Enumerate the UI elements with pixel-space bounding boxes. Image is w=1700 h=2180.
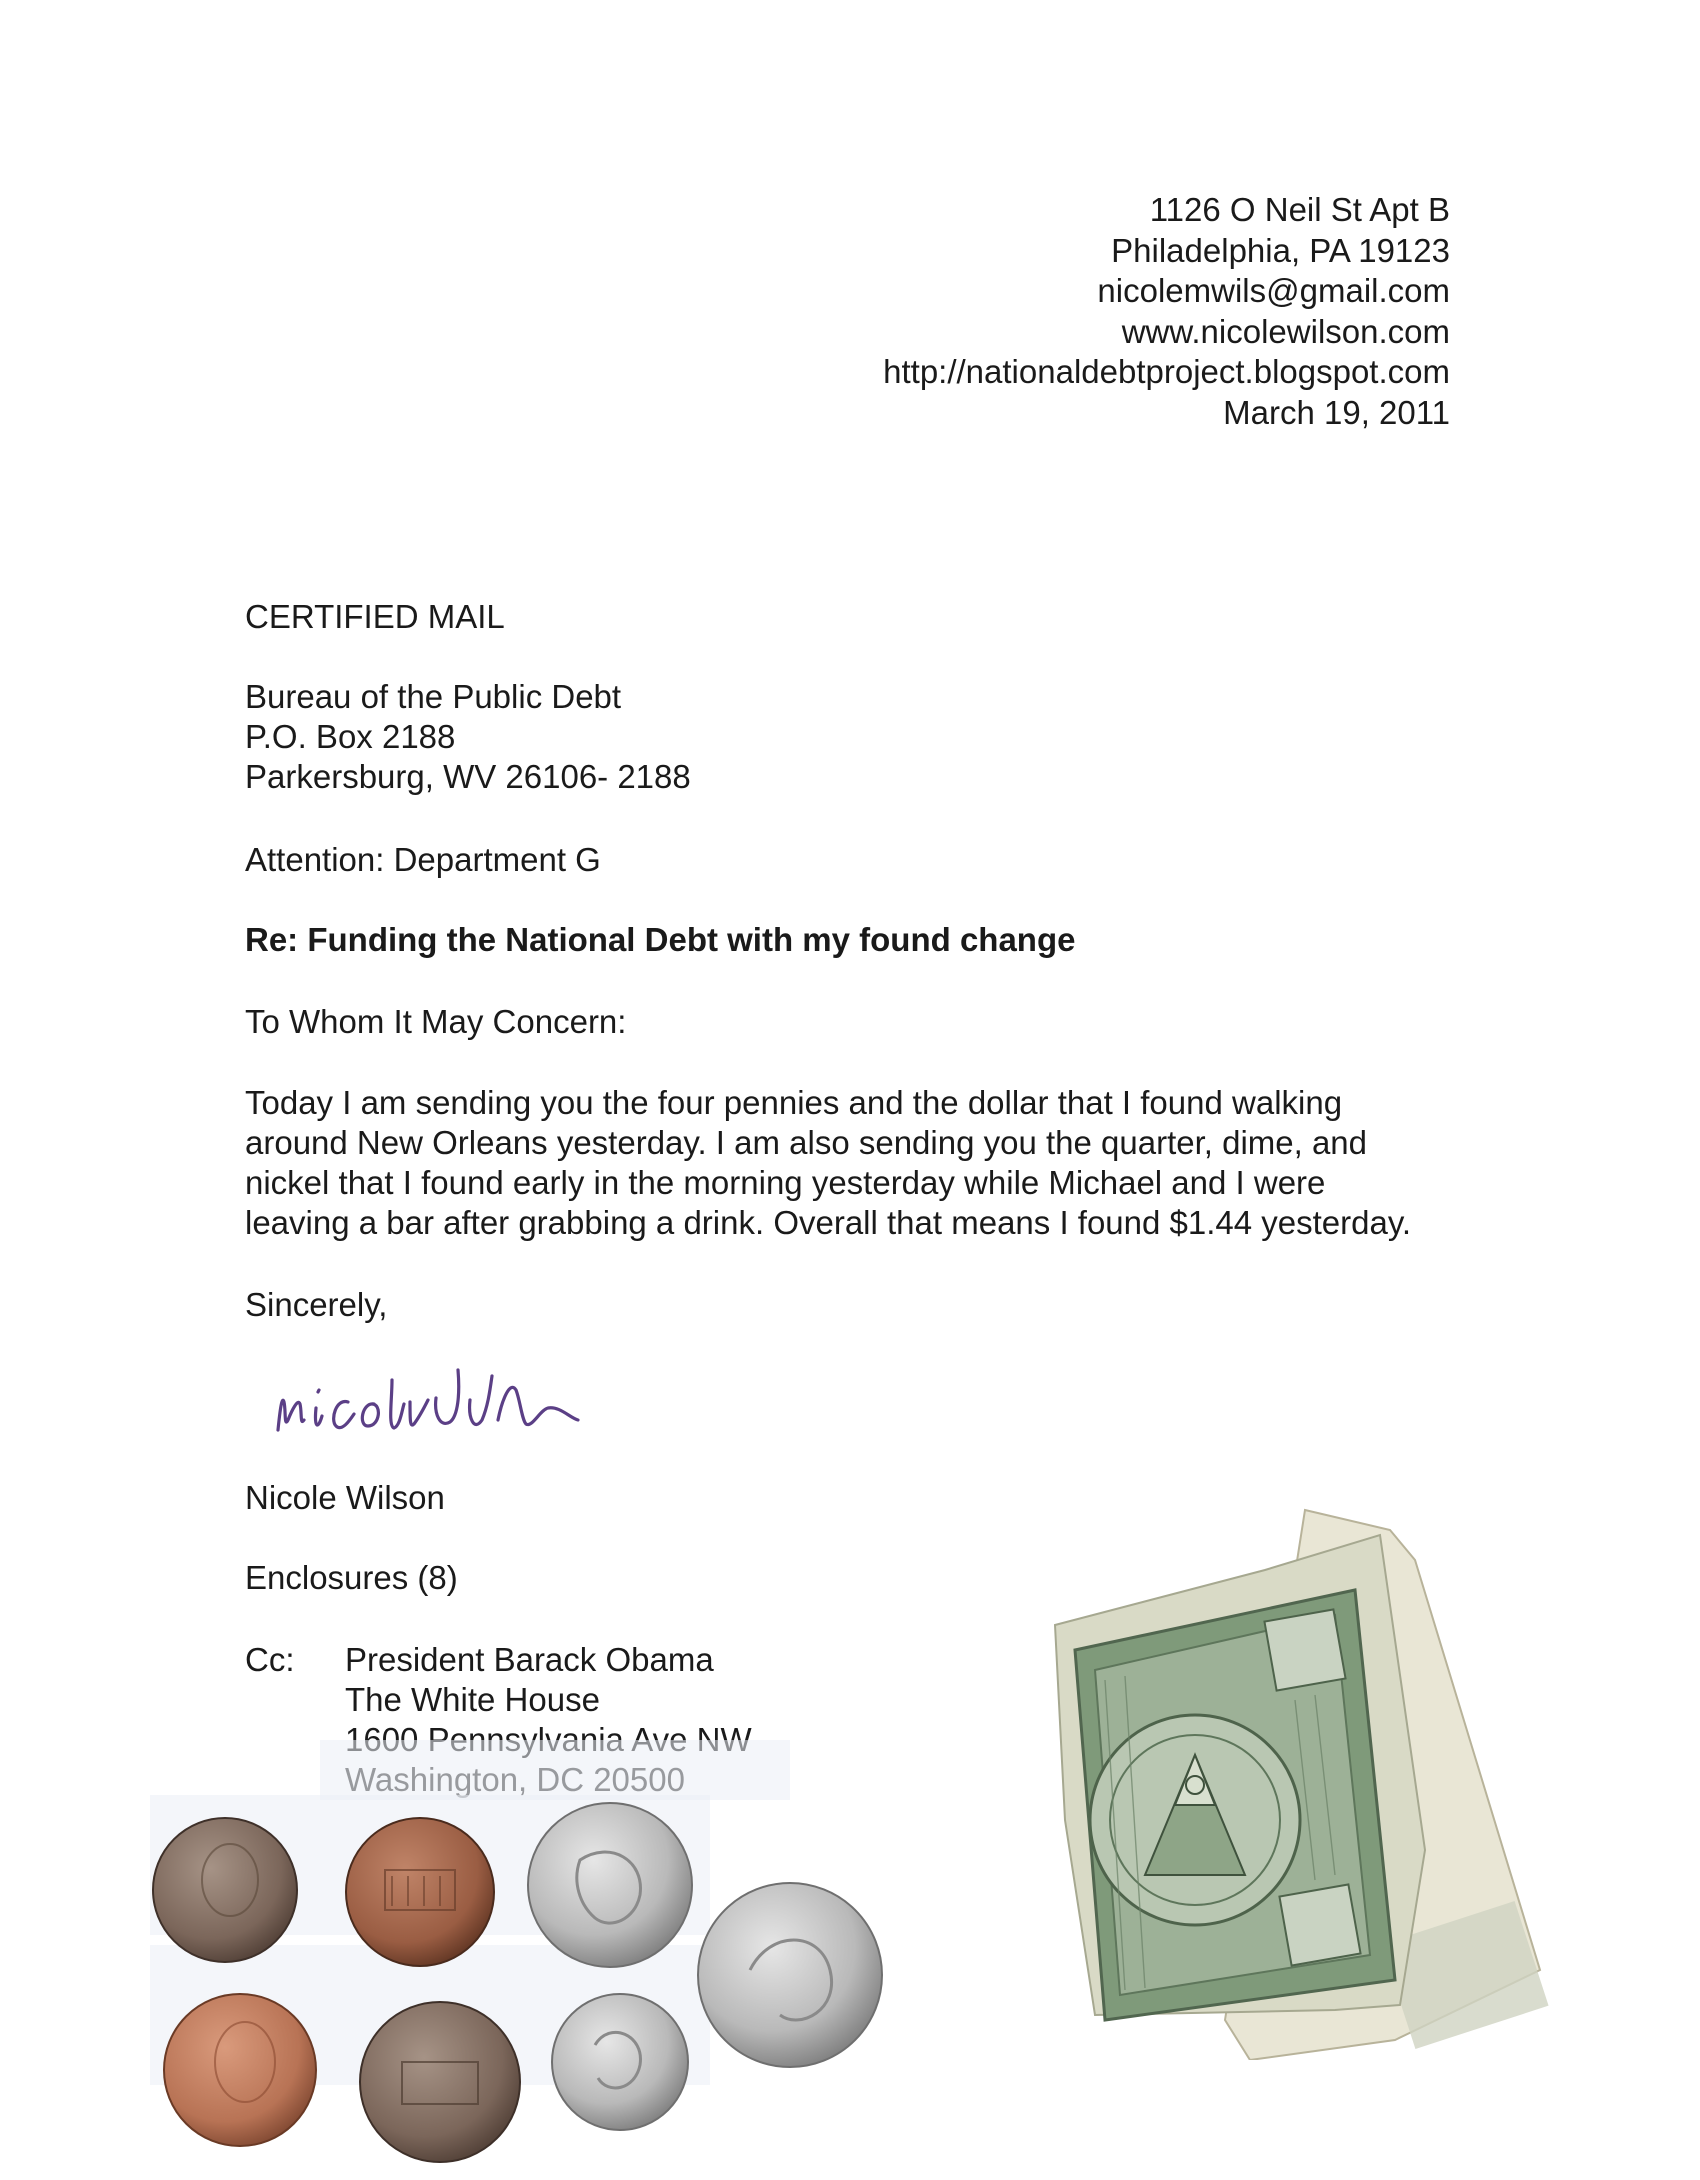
- cc-label: Cc:: [245, 1641, 295, 1678]
- nickel-coin: [528, 1803, 692, 1967]
- body-line: around New Orleans yesterday. I am also sending you the quarter, dime, and: [245, 1124, 1368, 1161]
- recipient-city-state-zip: Parkersburg, WV 26106- 2188: [245, 758, 691, 795]
- sender-email: nicolemwils@gmail.com: [1097, 272, 1450, 309]
- cc-line: The White House: [345, 1681, 600, 1718]
- sender-blog: http://nationaldebtproject.blogspot.com: [883, 353, 1450, 390]
- enclosures: Enclosures (8): [245, 1559, 458, 1596]
- closing: Sincerely,: [245, 1286, 388, 1323]
- sender-website: www.nicolewilson.com: [1121, 312, 1450, 350]
- recipient-po-box: P.O. Box 2188: [245, 718, 456, 755]
- letter-body: [245, 1083, 1411, 1243]
- recipient-block: [245, 677, 691, 797]
- dime-coin: [552, 1994, 688, 2130]
- cc-line: President Barack Obama: [345, 1641, 714, 1678]
- penny-coin: [164, 1994, 316, 2146]
- mail-type: CERTIFIED MAIL: [245, 598, 505, 635]
- dollar-bill-image: [1035, 1500, 1555, 2060]
- body-line: leaving a bar after grabbing a drink. Overall that means I found $1.44 yesterday.: [245, 1204, 1412, 1241]
- penny-coin: [360, 2002, 520, 2162]
- body-line: nickel that I found early in the morning yesterday while Michael and I were: [245, 1164, 1326, 1201]
- attention-line: Attention: Department G: [245, 841, 601, 878]
- sender-address-line1: 1126 O Neil St Apt B: [1149, 191, 1450, 228]
- penny-coin: [346, 1818, 494, 1966]
- sender-block: [883, 190, 1450, 433]
- tape-strip: [320, 1740, 790, 1800]
- quarter-coin: [698, 1883, 882, 2067]
- letter-date: March 19, 2011: [1223, 393, 1450, 431]
- subject-line: Re: Funding the National Debt with my found change: [245, 921, 1076, 958]
- body-line: Today I am sending you the four pennies and the dollar that I found walking: [245, 1084, 1343, 1121]
- coins-image: [140, 1800, 900, 2180]
- salutation: To Whom It May Concern:: [245, 1003, 627, 1040]
- sender-address-line2: Philadelphia, PA 19123: [1111, 231, 1450, 269]
- signature: [270, 1340, 630, 1450]
- recipient-name: Bureau of the Public Debt: [245, 678, 622, 715]
- signer-name: Nicole Wilson: [245, 1479, 445, 1516]
- penny-coin: [153, 1818, 297, 1962]
